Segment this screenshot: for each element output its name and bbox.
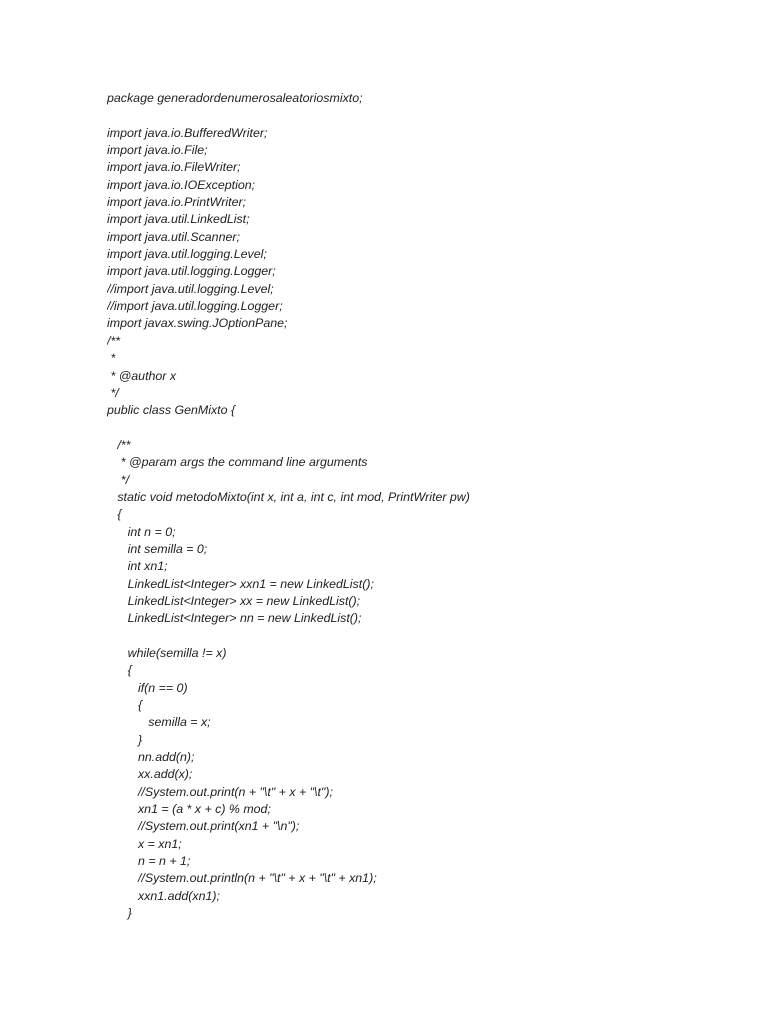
code-line: int n = 0; [107,524,176,539]
code-line: //import java.util.logging.Level; [107,281,274,296]
code-line: import java.io.FileWriter; [107,160,241,175]
code-line: static void metodoMixto(int x, int a, int c, int mod, PrintWriter pw) [107,489,470,504]
code-line: //System.out.print(xn1 + "\n"); [107,819,300,834]
code-line: nn.add(n); [107,750,195,765]
code-line: //import java.util.logging.Logger; [107,299,283,314]
code-line: import java.util.Scanner; [107,229,240,244]
code-line: import java.io.File; [107,143,208,158]
code-line: semilla = x; [107,715,211,730]
code-line: import java.util.logging.Logger; [107,264,276,279]
code-line: while(semilla != x) [107,646,227,660]
code-line: x = xn1; [107,836,182,851]
code-line: //System.out.print(n + "\t" + x + "\t"); [107,784,333,799]
code-line: * [107,351,116,366]
code-line: */ [107,385,119,400]
code-line: LinkedList<Integer> xxn1 = new LinkedList(); [107,576,374,591]
code-line: import javax.swing.JOptionPane; [107,316,288,331]
code-line: /** [107,333,121,348]
code-line: package generadordenumerosaleatoriosmixto; [107,91,363,105]
code-line: } [107,732,143,747]
code-line: { [107,507,122,522]
code-line [107,628,747,645]
code-line: LinkedList<Integer> nn = new LinkedList(); [107,611,362,626]
code-line: //System.out.println(n + "\t" + x + "\t" + xn1); [107,871,377,886]
code-line: import java.util.logging.Level; [107,247,267,262]
code-line: xn1 = (a * x + c) % mod; [107,802,271,817]
code-line [107,107,747,124]
code-line: /** [107,437,131,452]
code-line: * @param args the command line arguments [107,455,368,470]
code-line: * @author x [107,368,177,383]
code-line: xxn1.add(xn1); [107,888,220,903]
code-line: import java.io.IOException; [107,177,256,192]
code-line: xx.add(x); [107,767,193,782]
code-line: import java.io.BufferedWriter; [107,125,268,140]
code-line: n = n + 1; [107,854,191,869]
code-line: import java.util.LinkedList; [107,212,250,227]
code-line: int semilla = 0; [107,541,208,556]
code-listing [107,90,747,923]
code-line: public class GenMixto { [107,403,236,418]
code-line: { [107,663,132,678]
code-line: */ [107,472,130,487]
code-line: import java.io.PrintWriter; [107,195,247,210]
code-line: { [107,698,143,713]
code-line: } [107,906,132,921]
code-line: int xn1; [107,559,168,574]
code-line: LinkedList<Integer> xx = new LinkedList(); [107,593,361,608]
code-line [107,420,747,437]
code-line: if(n == 0) [107,680,188,695]
